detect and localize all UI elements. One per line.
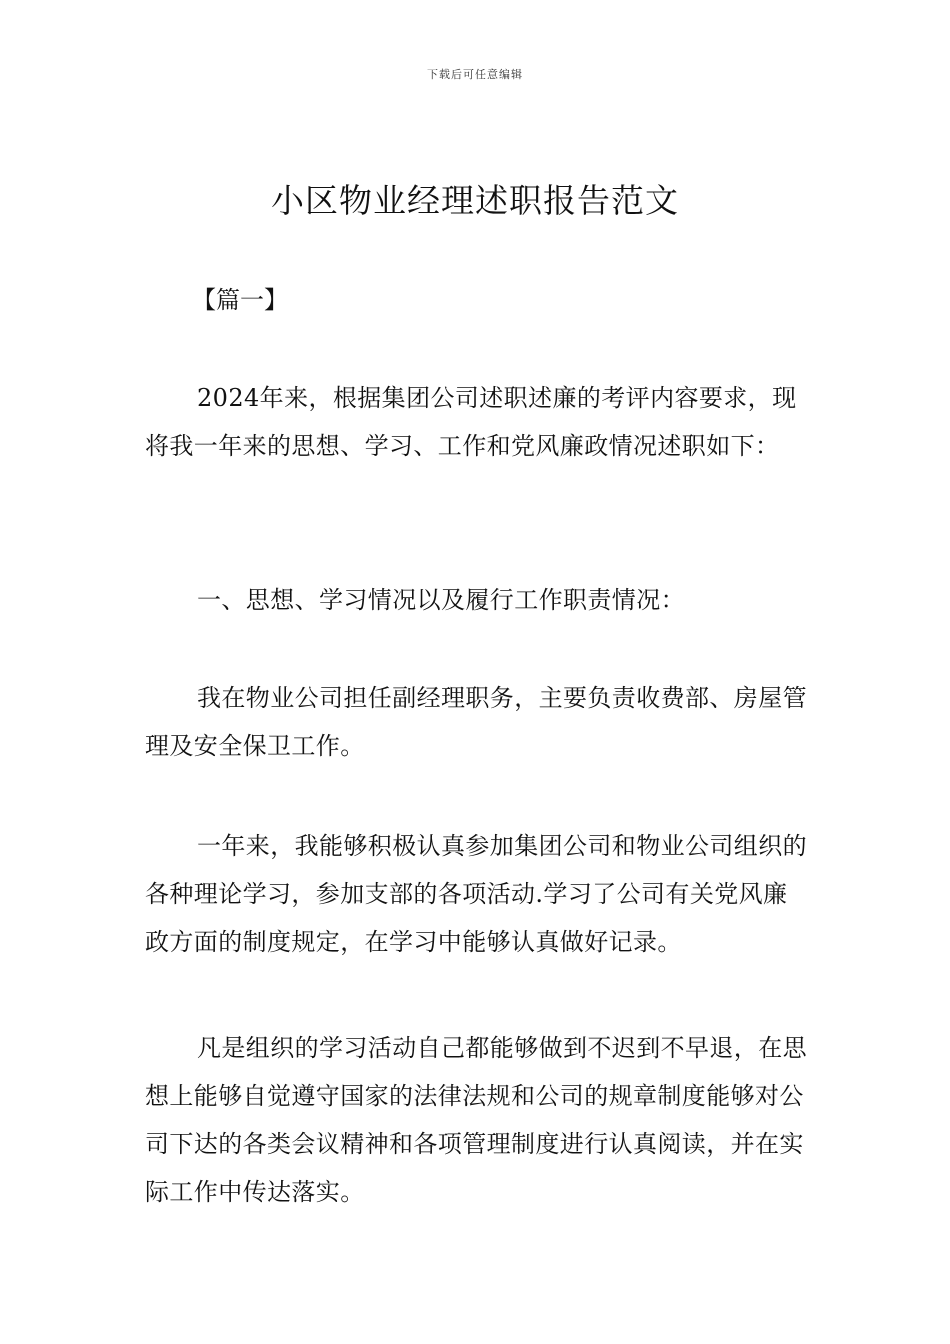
section-tag: 【篇一】 xyxy=(192,286,288,314)
paragraph-discipline: 凡是组织的学习活动自己都能够做到不迟到不早退，在思想上能够自觉遵守国家的法律法规和公司的规章制度能够对公司下达的各类会议精神和各项管理制度进行认真阅读，并在实际工作中传达落实。 xyxy=(145,1034,807,1206)
document-title: 小区物业经理述职报告范文 xyxy=(271,181,679,220)
paragraph-study: 一年来，我能够积极认真参加集团公司和物业公司组织的各种理论学习，参加支部的各项活动.学习了公司有关党风廉政方面的制度规定，在学习中能够认真做好记录。 xyxy=(145,832,807,956)
header-note: 下载后可任意编辑 xyxy=(427,68,523,81)
paragraph-heading-one: 一、思想、学习情况以及履行工作职责情况： xyxy=(197,586,685,614)
paragraph-intro: 2024年来，根据集团公司述职述廉的考评内容要求，现将我一年来的思想、学习、工作和党风廉政情况述职如下： xyxy=(145,384,797,460)
paragraph-role: 我在物业公司担任副经理职务，主要负责收费部、房屋管理及安全保卫工作。 xyxy=(145,684,807,760)
